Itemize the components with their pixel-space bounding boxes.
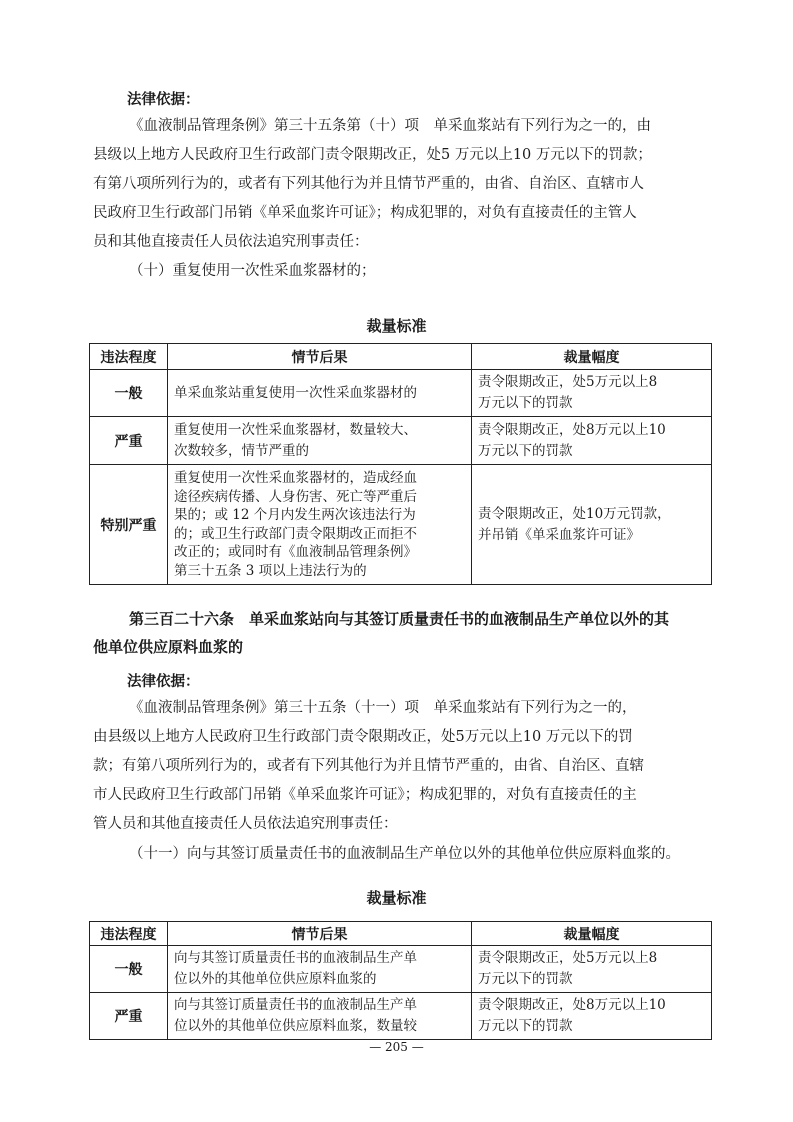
cell-line: 责令限期改正，处10万元罚款， xyxy=(478,505,671,522)
consequence-cell xyxy=(168,993,472,1040)
heading-line: 第三百二十六条 单采血浆站向与其签订质量责任书的血液制品生产单位以外的其 xyxy=(129,610,670,628)
article-heading xyxy=(93,605,713,661)
cell-line: 途径疾病传播、人身伤害、死亡等严重后 xyxy=(174,488,417,505)
discretion-table xyxy=(89,921,712,1040)
heading-line: 他单位供应原料血浆的 xyxy=(93,638,244,656)
table-row xyxy=(90,993,712,1040)
basis-line: 民政府卫生行政部门吊销《单采血浆许可证》；构成犯罪的，对负有直接责任的主管人 xyxy=(93,205,637,221)
discretion-table xyxy=(89,343,712,585)
level-cell: 特别严重 xyxy=(90,465,168,585)
cell-line: 责令限期改正，处5万元以上8 xyxy=(478,950,658,966)
table-header-row xyxy=(90,344,712,370)
consequence-cell xyxy=(168,465,472,585)
level-cell: 一般 xyxy=(90,370,168,417)
cell-line: 的；或卫生行政部门责令限期改正而拒不 xyxy=(174,525,417,542)
cell-line: 万元以下的罚款 xyxy=(478,971,573,987)
table-row xyxy=(90,417,712,465)
cell-line: 责令限期改正，处8万元以上10 xyxy=(478,421,666,438)
standard-caption: 裁量标准 xyxy=(366,889,427,907)
cell-line: 改正的；或同时有《血液制品管理条例》 xyxy=(174,544,417,560)
basis-line: 县级以上地方人民政府卫生行政部门责令限期改正，处5 万元以上10 万元以下的罚款； xyxy=(93,147,652,163)
range-cell xyxy=(472,465,712,585)
table-row xyxy=(90,370,712,417)
cell-line: 万元以下的罚款 xyxy=(478,395,573,411)
cell-line: 并吊销《单采血浆许可证》 xyxy=(478,526,640,543)
basis-line: 《血液制品管理条例》第三十五条（十一）项 单采血浆站有下列行为之一的， xyxy=(129,700,637,716)
cell-line: 位以外的其他单位供应原料血浆的 xyxy=(174,971,377,987)
consequence-cell xyxy=(168,370,472,417)
cell-line: 重复使用一次性采血浆器材，数量较大、 xyxy=(174,421,417,438)
basis-line: 管人员和其他直接责任人员依法追究刑事责任： xyxy=(93,816,398,832)
legal-basis-text xyxy=(93,694,713,839)
header-discretion-range: 裁量幅度 xyxy=(472,344,712,370)
range-cell xyxy=(472,946,712,993)
cell-line: 重复使用一次性采血浆器材的，造成经血 xyxy=(174,470,417,486)
cell-line: 责令限期改正，处8万元以上10 xyxy=(478,997,666,1013)
range-cell xyxy=(472,370,712,417)
cell-line: 万元以下的罚款 xyxy=(478,442,573,459)
legal-basis-label: 法律依据： xyxy=(127,92,200,108)
cell-line: 责令限期改正，处5万元以上8 xyxy=(478,374,658,390)
basis-line: 由县级以上地方人民政府卫生行政部门责令限期改正，处5万元以上10 万元以下的罚 xyxy=(93,729,633,745)
basis-line: 《血液制品管理条例》第三十五条第（十）项 单采血浆站有下列行为之一的，由 xyxy=(129,118,651,134)
header-violation-degree: 违法程度 xyxy=(90,344,168,370)
page-number: — 205 — xyxy=(369,1040,424,1054)
basis-line: 市人民政府卫生行政部门吊销《单采血浆许可证》；构成犯罪的，对负有直接责任的主 xyxy=(93,787,637,803)
cell-line: 位以外的其他单位供应原料血浆，数量较 xyxy=(174,1018,417,1034)
consequence-cell xyxy=(168,417,472,465)
basis-line: 员和其他直接责任人员依法追究刑事责任： xyxy=(93,234,369,250)
legal-basis-text xyxy=(93,112,713,257)
header-violation-degree: 违法程度 xyxy=(90,922,168,946)
cell-line: 果的；或 12 个月内发生两次该违法行为 xyxy=(174,507,416,523)
range-cell xyxy=(472,993,712,1040)
level-cell: 严重 xyxy=(90,993,168,1040)
cell-line: 向与其签订质量责任书的血液制品生产单 xyxy=(174,997,417,1013)
table-header-row xyxy=(90,922,712,946)
item-text: （十）重复使用一次性采血浆器材的； xyxy=(129,263,376,279)
header-discretion-range: 裁量幅度 xyxy=(472,922,712,946)
cell-line: 向与其签订质量责任书的血液制品生产单 xyxy=(174,950,417,966)
level-cell: 一般 xyxy=(90,946,168,993)
header-circumstance: 情节后果 xyxy=(168,922,472,946)
basis-line: 有第八项所列行为的，或者有下列其他行为并且情节严重的，由省、自治区、直辖市人 xyxy=(93,176,644,192)
table-row xyxy=(90,465,712,585)
level-cell: 严重 xyxy=(90,417,168,465)
consequence-cell xyxy=(168,946,472,993)
table-row xyxy=(90,946,712,993)
standard-caption: 裁量标准 xyxy=(366,317,427,335)
header-circumstance: 情节后果 xyxy=(168,344,472,370)
basis-line: 款；有第八项所列行为的，或者有下列其他行为并且情节严重的，由省、自治区、直辖 xyxy=(93,758,644,774)
range-cell xyxy=(472,417,712,465)
item-text: （十一）向与其签订质量责任书的血液制品生产单位以外的其他单位供应原料血浆的。 xyxy=(129,846,680,862)
cell-line: 万元以下的罚款 xyxy=(478,1018,573,1034)
cell-line: 单采血浆站重复使用一次性采血浆器材的 xyxy=(174,384,417,401)
legal-basis-label: 法律依据： xyxy=(127,674,200,690)
cell-line: 次数较多，情节严重的 xyxy=(174,442,309,459)
cell-line: 第三十五条 3 项以上违法行为的 xyxy=(174,562,367,579)
